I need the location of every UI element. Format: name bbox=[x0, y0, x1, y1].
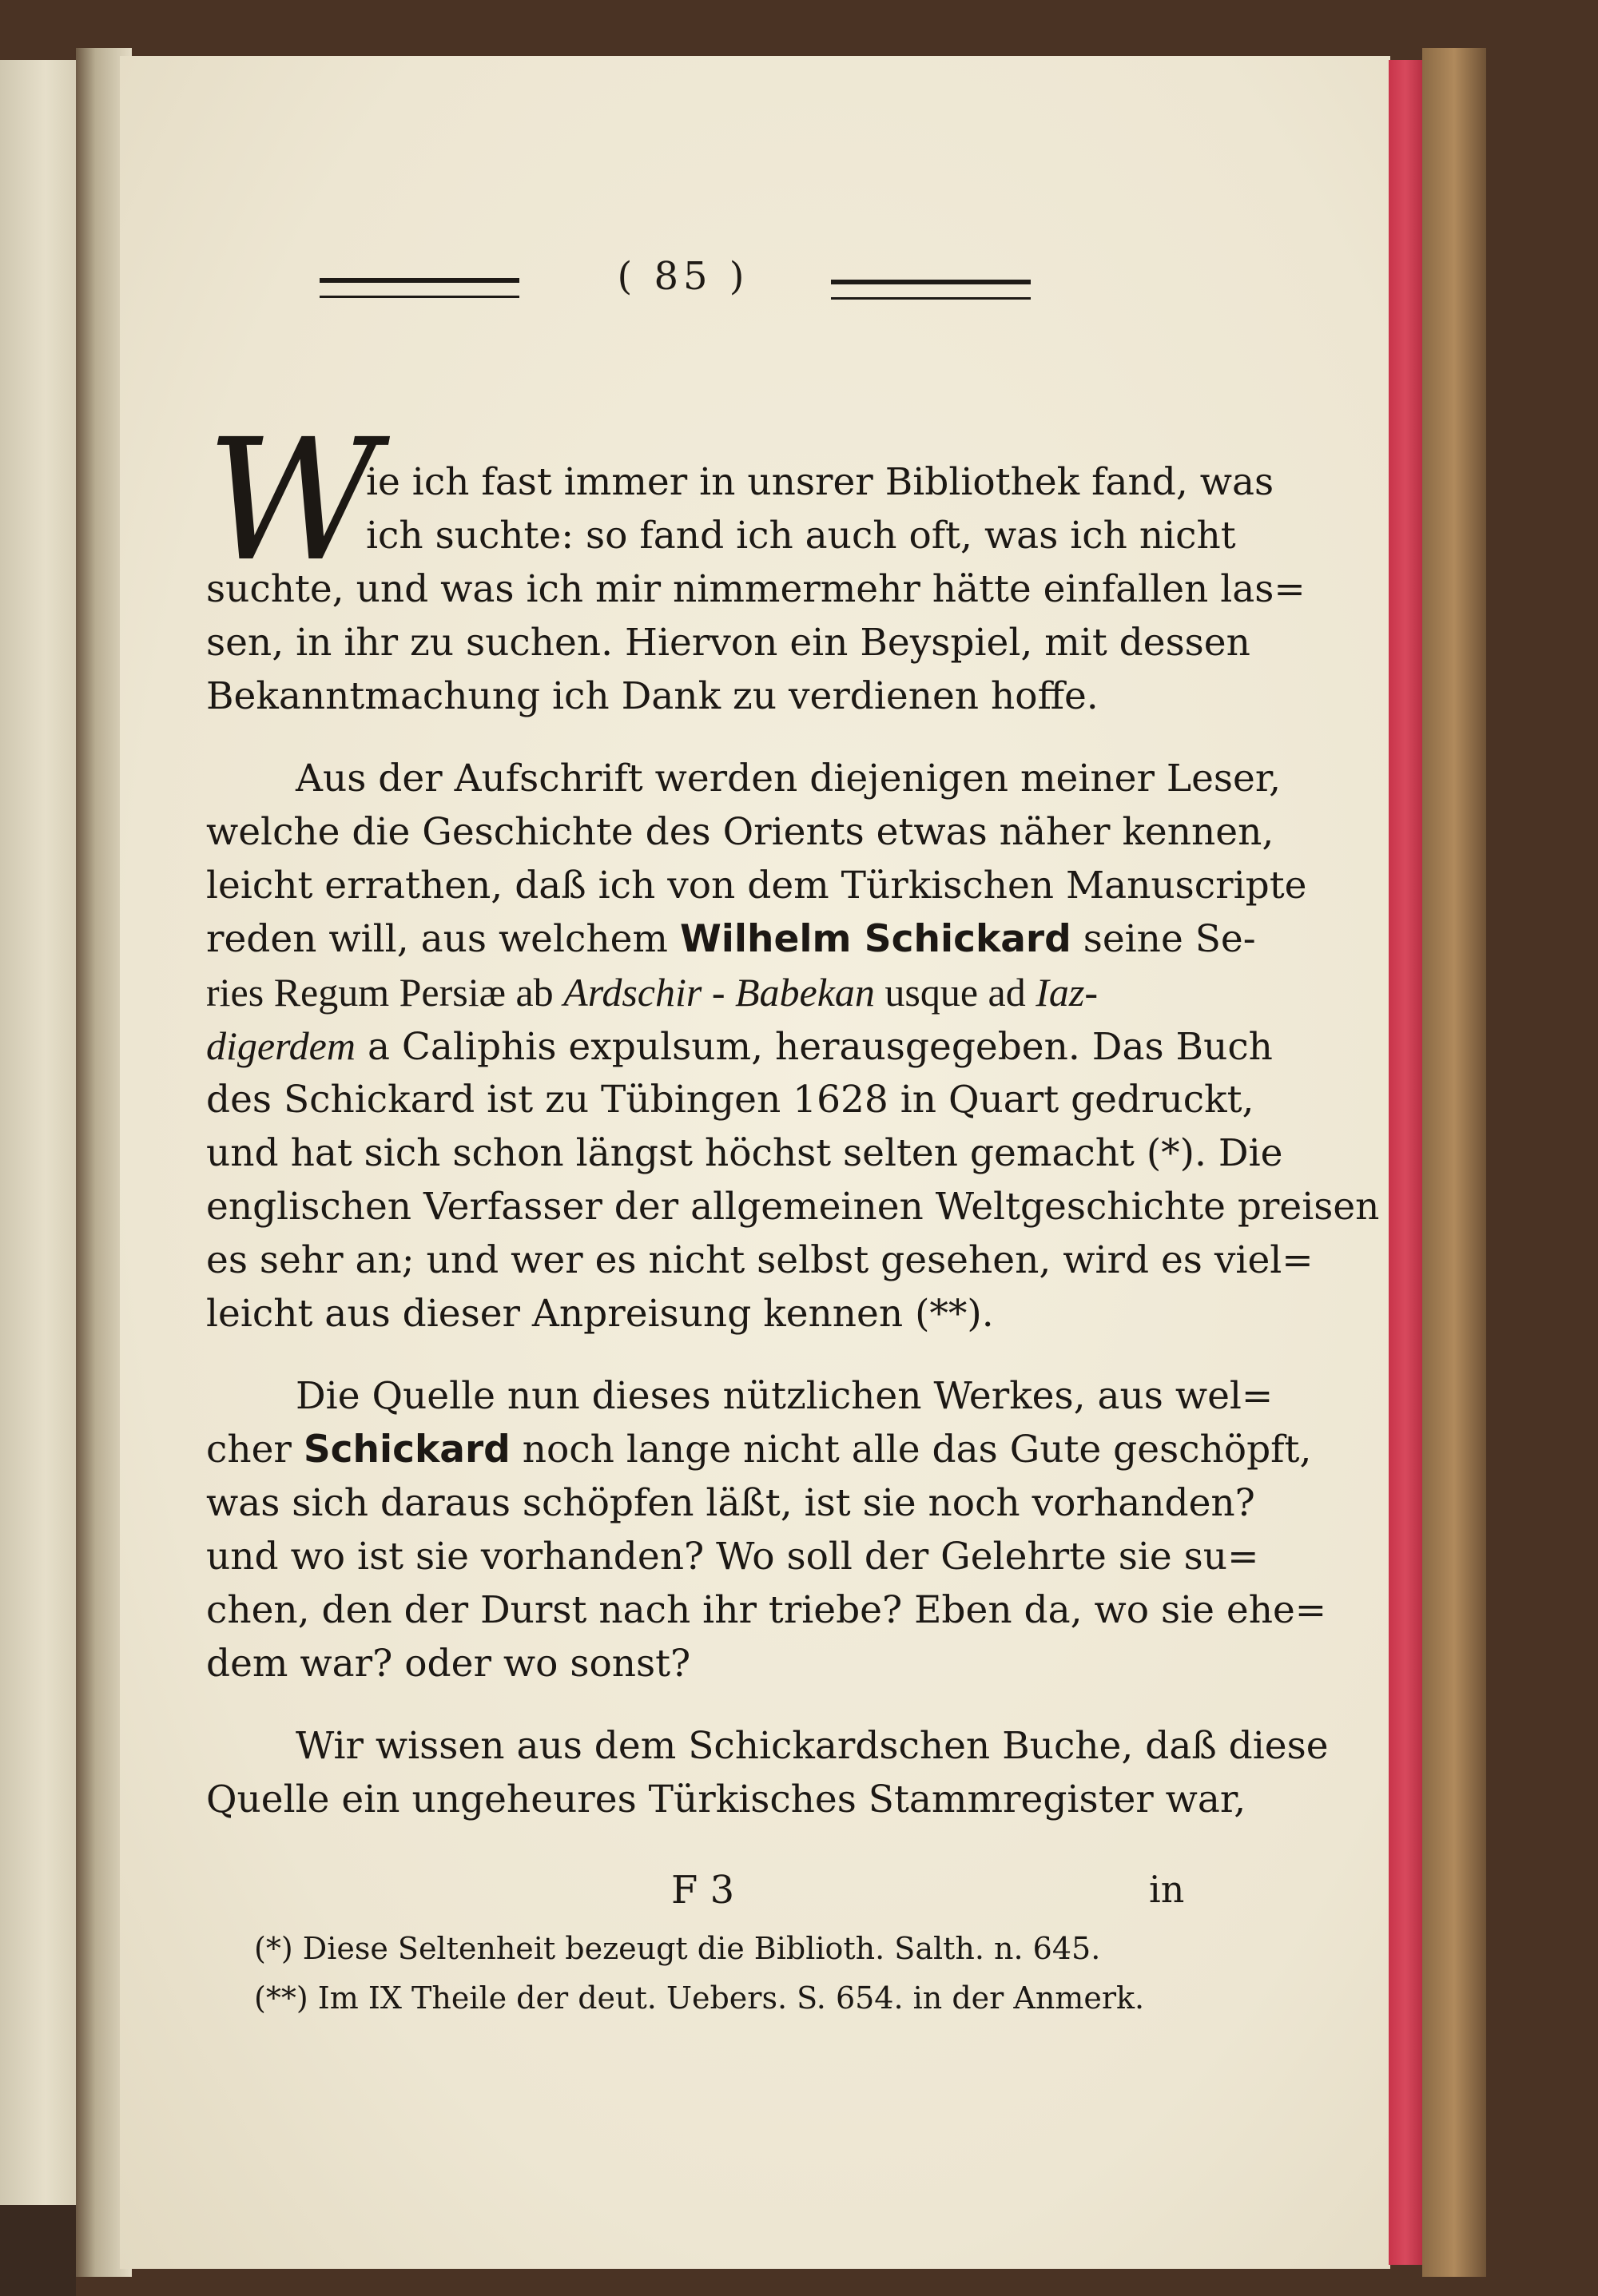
text-span: seine Se- bbox=[1083, 917, 1256, 961]
text-span: reden will, aus welchem bbox=[206, 917, 668, 961]
text-line: Quelle ein ungeheures Türkisches Stammregister war, bbox=[206, 1778, 1246, 1821]
left-page-edge bbox=[0, 60, 76, 2265]
text-line bbox=[206, 912, 1256, 966]
text-line: was sich daraus schöpfen läßt, ist sie noch vorhanden? bbox=[206, 1481, 1255, 1525]
footnote: (**) Im IX Theile der deut. Uebers. S. 654. in der Anmerk. bbox=[254, 1980, 1145, 2016]
text-line bbox=[206, 1423, 1312, 1476]
latin-name: digerdem bbox=[206, 1023, 356, 1068]
catchword: in bbox=[1149, 1868, 1185, 1911]
header-rule-left bbox=[320, 278, 519, 298]
footnote: (*) Diese Seltenheit bezeugt die Biblioth. Salth. n. 645. bbox=[254, 1931, 1101, 1966]
main-text bbox=[206, 403, 1380, 1855]
footnotes bbox=[254, 1924, 1213, 2023]
signature-mark: F 3 bbox=[671, 1868, 735, 1913]
text-line: des Schickard ist zu Tübingen 1628 in Quart gedruckt, bbox=[206, 1078, 1254, 1122]
text-line: dem war? oder wo sonst? bbox=[206, 1642, 691, 1686]
latin-name: Ardschir - Babekan bbox=[563, 970, 875, 1015]
left-cover bbox=[0, 2205, 76, 2296]
page-number: ( 85 ) bbox=[617, 254, 749, 299]
paragraph-2 bbox=[206, 752, 1380, 1341]
text-line bbox=[206, 966, 1183, 1019]
author-name: Schickard bbox=[303, 1428, 511, 1472]
text-line: englischen Verfasser der allgemeinen Weltgeschichte preisen bbox=[206, 1185, 1380, 1229]
text-line: welche die Geschichte des Orients etwas näher kennen, bbox=[206, 810, 1274, 854]
text-line: chen, den der Durst nach ihr triebe? Eben da, wo sie ehe= bbox=[206, 1588, 1327, 1632]
latin-title: usque ad bbox=[884, 970, 1026, 1015]
drop-cap: W bbox=[206, 403, 379, 598]
text-line bbox=[206, 1019, 1273, 1073]
text-line: Die Quelle nun dieses nützlichen Werkes, aus wel= bbox=[296, 1374, 1274, 1418]
paragraph-3 bbox=[206, 1369, 1327, 1690]
text-line: leicht aus dieser Anpreisung kennen (**). bbox=[206, 1292, 994, 1336]
text-span: cher bbox=[206, 1428, 292, 1472]
text-line: suchte, und was ich mir nimmermehr hätte einfallen las= bbox=[206, 567, 1306, 611]
text-line: und wo ist sie vorhanden? Wo soll der Gelehrte sie su= bbox=[206, 1535, 1259, 1579]
text-line: es sehr an; und wer es nicht selbst gesehen, wird es viel= bbox=[206, 1238, 1314, 1282]
paragraph-1 bbox=[206, 403, 1306, 723]
latin-title: ries Regum Persiæ ab bbox=[206, 970, 554, 1015]
latin-name: Iaz- bbox=[1036, 970, 1099, 1015]
text-line: und hat sich schon längst höchst selten gemacht (*). Die bbox=[206, 1131, 1283, 1175]
text-line: sen, in ihr zu suchen. Hiervon ein Beyspiel, mit dessen bbox=[206, 621, 1250, 665]
text-line: Bekanntmachung ich Dank zu verdienen hoffe. bbox=[206, 674, 1099, 718]
paragraph-4 bbox=[206, 1719, 1329, 1826]
text-span: a Caliphis expulsum, herausgegeben. Das Buch bbox=[367, 1025, 1273, 1069]
text-line: Wir wissen aus dem Schickardschen Buche, daß diese bbox=[296, 1724, 1329, 1768]
text-line: leicht errathen, daß ich von dem Türkischen Manuscripte bbox=[206, 864, 1307, 908]
text-span: noch lange nicht alle das Gute geschöpft, bbox=[522, 1428, 1312, 1472]
header-rule-right bbox=[831, 280, 1031, 300]
text-line: Aus der Aufschrift werden diejenigen meiner Leser, bbox=[296, 757, 1282, 800]
author-name: Wilhelm Schickard bbox=[679, 917, 1071, 961]
cover-board-edge bbox=[1422, 48, 1486, 2277]
text-line: ich suchte: so fand ich auch oft, was ich nicht bbox=[366, 514, 1236, 558]
text-line: ie ich fast immer in unsrer Bibliothek fand, was bbox=[366, 460, 1274, 504]
red-page-edges bbox=[1389, 60, 1422, 2265]
